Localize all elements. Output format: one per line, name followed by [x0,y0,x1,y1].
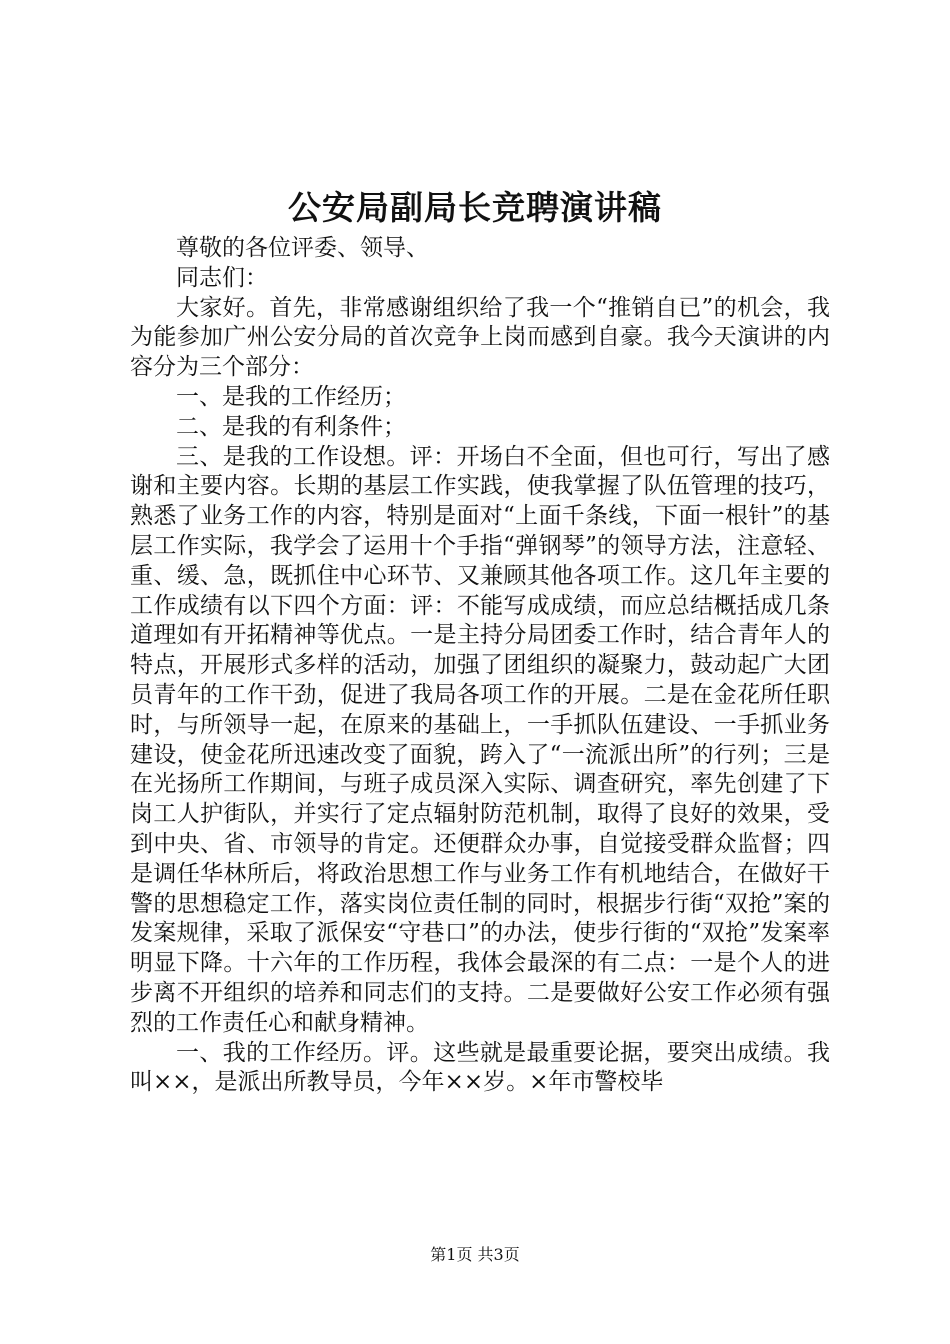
paragraph-salutation-1: 尊敬的各位评委、领导、 [176,235,429,261]
paragraph-part-two: 二、是我的有利条件； [176,413,406,440]
paragraph-part-three: 三、是我的工作设想。评：开场白不全面，但也可行，写出了感谢和主要内容。长期的基层工作实践，使我掌握了队伍管理的技巧，熟悉了业务工作的内容，特别是面对“上面千条线，下面一根针”的基层工作实际，我学会了运用十个手指“弹钢琴”的领导方法，注意轻、重、缓、急，既抓住中心环节、又兼顾其他各项工作。这几年主要的工作成绩有以下四个方面：评：不能写成成绩，而应总结概括成几条道理如有开拓精神等优点。一是主持分局团委工作时，结合青年人的特点，开展形式多样的活动，加强了团组织的凝聚力，鼓动起广大团员青年的工作干劲，促进了我局各项工作的开展。二是在金花所任职时，与所领导一起，在原来的基础上，一手抓队伍建设、一手抓业务建设，使金花所迅速改变了面貌，跨入了“一流派出所”的行列；三是在光扬所工作期间，与班子成员深入实际、调查研究，率先创建了下岗工人护街队，并实行了定点辐射防范机制，取得了良好的效果，受到中央、省、市领导的肯定。还便群众办事，自觉接受群众监督；四是调任华林所后，将政治思想工作与业务工作有机地结合，在做好干警的思想稳定工作，落实岗位责任制的同时，根据步行街“双抢”案的发案规律，采取了派保安“守巷口”的办法，使步行街的“双抢”发案率明显下降。十六年的工作历程，我体会最深的有二点：一是个人的进步离不开组织的培养和同志们的支持。二是要做好公安工作必须有强烈的工作责任心和献身精神。 [130,443,830,1036]
paragraph-opening: 大家好。首先，非常感谢组织给了我一个“推销自已”的机会，我为能参加广州公安分局的首次竞争上岗而感到自豪。我今天演讲的内容分为三个部分： [130,294,830,381]
paragraph-salutation-2: 同志们： [176,264,268,291]
page-number-footer: 第1页 共3页 [430,1245,520,1264]
paragraph-work-history: 一、我的工作经历。评。这些就是最重要论据，要突出成绩。我叫××，是派出所教导员，今年××岁。×年市警校毕 [130,1039,830,1096]
paragraph-part-one: 一、是我的工作经历； [176,383,406,410]
document-title: 公安局副局长竞聘演讲稿 [288,188,662,227]
document-body [130,234,830,1098]
